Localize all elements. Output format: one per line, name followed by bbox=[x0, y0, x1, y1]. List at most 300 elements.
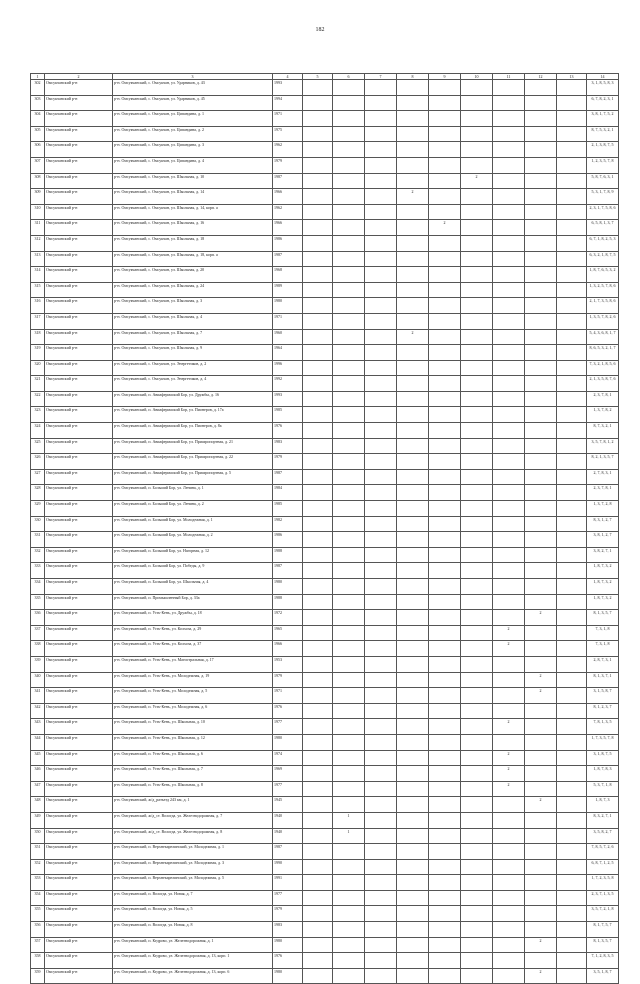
col9-cell bbox=[429, 142, 461, 158]
col6-cell bbox=[333, 313, 365, 329]
col12-cell bbox=[525, 142, 557, 158]
table-row bbox=[31, 220, 619, 236]
col7-cell bbox=[365, 937, 397, 953]
col12-cell bbox=[525, 953, 557, 969]
col10-cell bbox=[461, 781, 493, 797]
col10-cell bbox=[461, 641, 493, 657]
col12-cell bbox=[525, 703, 557, 719]
col10-cell bbox=[461, 251, 493, 267]
col8-cell bbox=[397, 625, 429, 641]
table-row bbox=[31, 345, 619, 361]
col5-cell bbox=[303, 189, 333, 205]
col6-cell bbox=[333, 579, 365, 595]
code-cell: 1, 7, 3, 5, 7, 8 bbox=[587, 734, 619, 750]
col12-cell bbox=[525, 126, 557, 142]
col10-cell bbox=[461, 360, 493, 376]
code-cell: 1, 8, 7, 3, 2 bbox=[587, 563, 619, 579]
district-cell: Омсукчанский р-н bbox=[45, 672, 113, 688]
col13-cell bbox=[557, 376, 587, 392]
code-cell: 3, 1, 8, 7, 5 bbox=[587, 750, 619, 766]
col7-cell bbox=[365, 485, 397, 501]
col13-cell bbox=[557, 204, 587, 220]
table-row bbox=[31, 579, 619, 595]
col12-cell bbox=[525, 267, 557, 283]
year-cell: 1976 bbox=[273, 423, 303, 439]
col7-cell bbox=[365, 719, 397, 735]
year-cell: 1962 bbox=[273, 204, 303, 220]
table-row bbox=[31, 376, 619, 392]
col8-cell bbox=[397, 376, 429, 392]
col12-cell bbox=[525, 579, 557, 595]
col12-cell: 2 bbox=[525, 968, 557, 984]
column-header: 9 bbox=[429, 74, 461, 80]
column-header: 8 bbox=[397, 74, 429, 80]
row-number: 328 bbox=[31, 485, 45, 501]
col5-cell bbox=[303, 469, 333, 485]
col8-cell bbox=[397, 95, 429, 111]
col6-cell bbox=[333, 766, 365, 782]
col7-cell bbox=[365, 953, 397, 969]
col7-cell bbox=[365, 251, 397, 267]
code-cell: 2, 3, 7, 1, 3, 5 bbox=[587, 890, 619, 906]
col8-cell bbox=[397, 890, 429, 906]
address-cell: р-н. Омсукчанский, п. Усть-Кень, ул. Школьная, д. 12 bbox=[113, 734, 273, 750]
row-number: 314 bbox=[31, 267, 45, 283]
col11-cell bbox=[493, 563, 525, 579]
table-row bbox=[31, 781, 619, 797]
col12-cell bbox=[525, 391, 557, 407]
col5-cell bbox=[303, 376, 333, 392]
col7-cell bbox=[365, 875, 397, 891]
col9-cell bbox=[429, 157, 461, 173]
col8-cell bbox=[397, 469, 429, 485]
year-cell: 1986 bbox=[273, 532, 303, 548]
col11-cell bbox=[493, 501, 525, 517]
address-cell: р-н. Омсукчанский, п. Больший Бор, ул. Молодежная, д. 1 bbox=[113, 516, 273, 532]
col7-cell bbox=[365, 173, 397, 189]
col8-cell bbox=[397, 828, 429, 844]
col6-cell: 1 bbox=[333, 812, 365, 828]
col12-cell bbox=[525, 438, 557, 454]
col7-cell bbox=[365, 781, 397, 797]
row-number: 302 bbox=[31, 80, 45, 96]
year-cell: 1980 bbox=[273, 937, 303, 953]
col9-cell bbox=[429, 282, 461, 298]
col5-cell bbox=[303, 126, 333, 142]
col11-cell bbox=[493, 189, 525, 205]
col13-cell bbox=[557, 844, 587, 860]
row-number: 321 bbox=[31, 376, 45, 392]
col11-cell bbox=[493, 875, 525, 891]
col6-cell bbox=[333, 937, 365, 953]
table-row bbox=[31, 111, 619, 127]
col9-cell bbox=[429, 329, 461, 345]
col10-cell bbox=[461, 547, 493, 563]
col6-cell bbox=[333, 875, 365, 891]
col7-cell bbox=[365, 968, 397, 984]
year-cell: 1977 bbox=[273, 719, 303, 735]
district-cell: Омсукчанский р-н bbox=[45, 142, 113, 158]
col6-cell bbox=[333, 173, 365, 189]
address-cell: р-н. Омсукчанский, п. Кедрово, ул. Железнодорожная, д. 13, корп. 6 bbox=[113, 968, 273, 984]
col5-cell bbox=[303, 360, 333, 376]
year-cell: 1996 bbox=[273, 360, 303, 376]
code-cell: 1, 3, 7, 2, 8 bbox=[587, 501, 619, 517]
col10-cell bbox=[461, 968, 493, 984]
col9-cell bbox=[429, 298, 461, 314]
col10-cell bbox=[461, 454, 493, 470]
col13-cell bbox=[557, 672, 587, 688]
col5-cell bbox=[303, 579, 333, 595]
col5-cell bbox=[303, 797, 333, 813]
table-row bbox=[31, 610, 619, 626]
col10-cell bbox=[461, 875, 493, 891]
col6-cell bbox=[333, 890, 365, 906]
address-cell: р-н. Омсукчанский, п. Усть-Кень, ул. Магистральная, д. 17 bbox=[113, 656, 273, 672]
col6-cell bbox=[333, 111, 365, 127]
table-row bbox=[31, 547, 619, 563]
col6-cell bbox=[333, 423, 365, 439]
col6-cell bbox=[333, 391, 365, 407]
row-number: 311 bbox=[31, 220, 45, 236]
col7-cell bbox=[365, 157, 397, 173]
col8-cell bbox=[397, 454, 429, 470]
col6-cell bbox=[333, 267, 365, 283]
col11-cell bbox=[493, 890, 525, 906]
col12-cell: 2 bbox=[525, 610, 557, 626]
col10-cell bbox=[461, 282, 493, 298]
year-cell: 1940 bbox=[273, 828, 303, 844]
col8-cell bbox=[397, 80, 429, 96]
row-number: 310 bbox=[31, 204, 45, 220]
code-cell: 2, 1, 7, 3, 5, 8, 6 bbox=[587, 298, 619, 314]
code-cell: 6, 3, 2, 1, 8, 7, 5 bbox=[587, 251, 619, 267]
col8-cell bbox=[397, 501, 429, 517]
col10-cell bbox=[461, 688, 493, 704]
col7-cell bbox=[365, 672, 397, 688]
col10-cell bbox=[461, 407, 493, 423]
col9-cell: 2 bbox=[429, 220, 461, 236]
col11-cell bbox=[493, 594, 525, 610]
col10-cell bbox=[461, 267, 493, 283]
col13-cell bbox=[557, 922, 587, 938]
address-cell: р-н. Омсукчанский, с. Омсукчан, ул. Школьная, д. 14 bbox=[113, 189, 273, 205]
col9-cell bbox=[429, 844, 461, 860]
table-row bbox=[31, 875, 619, 891]
col7-cell bbox=[365, 610, 397, 626]
col6-cell bbox=[333, 547, 365, 563]
address-cell: р-н. Омсукчанский, п. Больший Бор, ул. Ленина, д. 1 bbox=[113, 485, 273, 501]
col9-cell bbox=[429, 734, 461, 750]
col5-cell bbox=[303, 890, 333, 906]
col10-cell bbox=[461, 438, 493, 454]
col10-cell bbox=[461, 734, 493, 750]
address-cell: р-н. Омсукчанский, п. Усть-Кень, ул. Колхоза, д. 37 bbox=[113, 641, 273, 657]
address-cell: р-н. Омсукчанский, с. Омсукчан, ул. Ударников, д. 43 bbox=[113, 80, 273, 96]
col13-cell bbox=[557, 267, 587, 283]
row-number: 346 bbox=[31, 766, 45, 782]
district-cell: Омсукчанский р-н bbox=[45, 922, 113, 938]
col13-cell bbox=[557, 937, 587, 953]
col8-cell bbox=[397, 594, 429, 610]
district-cell: Омсукчанский р-н bbox=[45, 906, 113, 922]
col8-cell bbox=[397, 516, 429, 532]
col8-cell bbox=[397, 282, 429, 298]
code-cell: 8, 1, 3, 5, 7 bbox=[587, 937, 619, 953]
table-row bbox=[31, 703, 619, 719]
district-cell: Омсукчанский р-н bbox=[45, 282, 113, 298]
col8-cell bbox=[397, 157, 429, 173]
district-cell: Омсукчанский р-н bbox=[45, 501, 113, 517]
col11-cell: 2 bbox=[493, 625, 525, 641]
code-cell: 1, 8, 7, 3, 2 bbox=[587, 594, 619, 610]
col10-cell bbox=[461, 80, 493, 96]
year-cell: 1980 bbox=[273, 734, 303, 750]
col7-cell bbox=[365, 189, 397, 205]
address-cell: р-н. Омсукчанский, п. Усть-Кень, ул. Дружбы, д. 18 bbox=[113, 610, 273, 626]
code-cell: 3, 1, 8, 5, 8, 3 bbox=[587, 80, 619, 96]
address-cell: р-н. Омсукчанский, с. Омсукчан, ул. Ципандина, д. 1 bbox=[113, 111, 273, 127]
col9-cell bbox=[429, 267, 461, 283]
row-number: 319 bbox=[31, 345, 45, 361]
col5-cell bbox=[303, 235, 333, 251]
col13-cell bbox=[557, 890, 587, 906]
col11-cell bbox=[493, 360, 525, 376]
col6-cell bbox=[333, 485, 365, 501]
col10-cell bbox=[461, 157, 493, 173]
column-header: 12 bbox=[525, 74, 557, 80]
table-row bbox=[31, 532, 619, 548]
table-row bbox=[31, 251, 619, 267]
col7-cell bbox=[365, 563, 397, 579]
col11-cell bbox=[493, 80, 525, 96]
row-number: 338 bbox=[31, 641, 45, 657]
col12-cell bbox=[525, 922, 557, 938]
code-cell: 8, 3, 1, 2, 7 bbox=[587, 516, 619, 532]
col13-cell bbox=[557, 594, 587, 610]
col7-cell bbox=[365, 656, 397, 672]
district-cell: Омсукчанский р-н bbox=[45, 875, 113, 891]
col13-cell bbox=[557, 360, 587, 376]
district-cell: Омсукчанский р-н bbox=[45, 173, 113, 189]
column-header: 4 bbox=[273, 74, 303, 80]
row-number: 358 bbox=[31, 953, 45, 969]
district-cell: Омсукчанский р-н bbox=[45, 469, 113, 485]
address-cell: р-н. Омсукчанский, п. Вологда, ул. Новая, д. 8 bbox=[113, 922, 273, 938]
col10-cell bbox=[461, 656, 493, 672]
col6-cell bbox=[333, 220, 365, 236]
col6-cell bbox=[333, 532, 365, 548]
col10-cell bbox=[461, 329, 493, 345]
col10-cell bbox=[461, 766, 493, 782]
code-cell: 3, 1, 5, 8, 7 bbox=[587, 688, 619, 704]
col8-cell bbox=[397, 953, 429, 969]
year-cell: 1982 bbox=[273, 516, 303, 532]
col7-cell bbox=[365, 547, 397, 563]
table-row bbox=[31, 797, 619, 813]
address-cell: р-н. Омсукчанский, п. Промышленный Бор, д. 33а bbox=[113, 594, 273, 610]
col6-cell bbox=[333, 672, 365, 688]
col8-cell bbox=[397, 641, 429, 657]
col8-cell bbox=[397, 407, 429, 423]
column-header: 11 bbox=[493, 74, 525, 80]
col11-cell bbox=[493, 469, 525, 485]
code-cell: 3, 5, 7, 2, 1, 8 bbox=[587, 906, 619, 922]
col5-cell bbox=[303, 407, 333, 423]
col12-cell bbox=[525, 329, 557, 345]
col12-cell bbox=[525, 407, 557, 423]
col12-cell bbox=[525, 189, 557, 205]
col11-cell: 2 bbox=[493, 781, 525, 797]
address-cell: р-н. Омсукчанский, п. Верхнекарелинский, ул. Молодежная, д. 5 bbox=[113, 875, 273, 891]
col6-cell bbox=[333, 750, 365, 766]
col12-cell bbox=[525, 828, 557, 844]
table-row bbox=[31, 516, 619, 532]
col8-cell bbox=[397, 968, 429, 984]
row-number: 320 bbox=[31, 360, 45, 376]
table-body bbox=[31, 80, 619, 984]
col13-cell bbox=[557, 345, 587, 361]
col12-cell bbox=[525, 345, 557, 361]
district-cell: Омсукчанский р-н bbox=[45, 953, 113, 969]
district-cell: Омсукчанский р-н bbox=[45, 407, 113, 423]
district-cell: Омсукчанский р-н bbox=[45, 298, 113, 314]
year-cell: 1979 bbox=[273, 157, 303, 173]
col12-cell bbox=[525, 750, 557, 766]
col11-cell bbox=[493, 251, 525, 267]
table-row bbox=[31, 391, 619, 407]
col6-cell bbox=[333, 501, 365, 517]
col7-cell bbox=[365, 111, 397, 127]
col6-cell bbox=[333, 407, 365, 423]
code-cell: 8, 1, 3, 5, 7 bbox=[587, 610, 619, 626]
col7-cell bbox=[365, 579, 397, 595]
col11-cell bbox=[493, 968, 525, 984]
col11-cell bbox=[493, 329, 525, 345]
col5-cell bbox=[303, 501, 333, 517]
col6-cell bbox=[333, 719, 365, 735]
col10-cell bbox=[461, 610, 493, 626]
table-row bbox=[31, 625, 619, 641]
col11-cell bbox=[493, 345, 525, 361]
col5-cell bbox=[303, 844, 333, 860]
table-row bbox=[31, 641, 619, 657]
column-header: 3 bbox=[113, 74, 273, 80]
row-number: 353 bbox=[31, 875, 45, 891]
col13-cell bbox=[557, 625, 587, 641]
col5-cell bbox=[303, 220, 333, 236]
col12-cell bbox=[525, 875, 557, 891]
year-cell: 1988 bbox=[273, 547, 303, 563]
code-cell: 7, 3, 1, 8 bbox=[587, 641, 619, 657]
col12-cell bbox=[525, 235, 557, 251]
col10-cell bbox=[461, 298, 493, 314]
col11-cell bbox=[493, 376, 525, 392]
district-cell: Омсукчанский р-н bbox=[45, 625, 113, 641]
row-number: 347 bbox=[31, 781, 45, 797]
year-cell: 1992 bbox=[273, 376, 303, 392]
address-cell: р-н. Омсукчанский, с. Омсукчан, ул. Школьная, д. 18, корп. а bbox=[113, 251, 273, 267]
col10-cell bbox=[461, 220, 493, 236]
district-cell: Омсукчанский р-н bbox=[45, 656, 113, 672]
col11-cell bbox=[493, 937, 525, 953]
table-row bbox=[31, 501, 619, 517]
col10-cell bbox=[461, 391, 493, 407]
year-cell: 1980 bbox=[273, 298, 303, 314]
col9-cell bbox=[429, 703, 461, 719]
col12-cell bbox=[525, 719, 557, 735]
address-cell: р-н. Омсукчанский, п. Усть-Кень, ул. Молодежная, д. 6 bbox=[113, 703, 273, 719]
table-row bbox=[31, 656, 619, 672]
table-row bbox=[31, 485, 619, 501]
col11-cell bbox=[493, 532, 525, 548]
col7-cell bbox=[365, 766, 397, 782]
col10-cell bbox=[461, 812, 493, 828]
address-cell: р-н. Омсукчанский, с. Омсукчан, ул. Школьная, д. 4 bbox=[113, 313, 273, 329]
code-cell: 8, 2, 1, 3, 5, 7 bbox=[587, 454, 619, 470]
col6-cell bbox=[333, 688, 365, 704]
column-header: 6 bbox=[333, 74, 365, 80]
code-cell: 2, 3, 7, 8, 1 bbox=[587, 391, 619, 407]
col7-cell bbox=[365, 80, 397, 96]
table-row bbox=[31, 906, 619, 922]
col5-cell bbox=[303, 750, 333, 766]
col12-cell bbox=[525, 376, 557, 392]
district-cell: Омсукчанский р-н bbox=[45, 157, 113, 173]
address-cell: р-н. Омсукчанский, п. Авиафермаский Бор, ул. Приаэропортная, д. 5 bbox=[113, 469, 273, 485]
col5-cell bbox=[303, 812, 333, 828]
col9-cell bbox=[429, 485, 461, 501]
col8-cell bbox=[397, 485, 429, 501]
row-number: 315 bbox=[31, 282, 45, 298]
col8-cell bbox=[397, 251, 429, 267]
col9-cell bbox=[429, 391, 461, 407]
col13-cell bbox=[557, 298, 587, 314]
col13-cell bbox=[557, 703, 587, 719]
col11-cell bbox=[493, 610, 525, 626]
col11-cell bbox=[493, 516, 525, 532]
row-number: 309 bbox=[31, 189, 45, 205]
table-row bbox=[31, 360, 619, 376]
code-cell: 1, 8, 7, 3 bbox=[587, 797, 619, 813]
district-cell: Омсукчанский р-н bbox=[45, 438, 113, 454]
col12-cell bbox=[525, 766, 557, 782]
address-cell: р-н. Омсукчанский, с. Омсукчан, ул. Школьная, д. 16 bbox=[113, 220, 273, 236]
year-cell: 1990 bbox=[273, 859, 303, 875]
table-row bbox=[31, 953, 619, 969]
district-cell: Омсукчанский р-н bbox=[45, 313, 113, 329]
col12-cell bbox=[525, 625, 557, 641]
code-cell: 5, 8, 7, 6, 3, 1 bbox=[587, 173, 619, 189]
col11-cell bbox=[493, 454, 525, 470]
row-number: 359 bbox=[31, 968, 45, 984]
col10-cell bbox=[461, 579, 493, 595]
district-cell: Омсукчанский р-н bbox=[45, 781, 113, 797]
row-number: 323 bbox=[31, 407, 45, 423]
col9-cell bbox=[429, 532, 461, 548]
col11-cell: 2 bbox=[493, 750, 525, 766]
col6-cell bbox=[333, 781, 365, 797]
code-cell: 7, 3, 2, 1, 8, 5, 6 bbox=[587, 360, 619, 376]
col5-cell bbox=[303, 641, 333, 657]
col10-cell bbox=[461, 235, 493, 251]
row-number: 350 bbox=[31, 828, 45, 844]
col6-cell bbox=[333, 641, 365, 657]
col13-cell bbox=[557, 875, 587, 891]
column-header: 13 bbox=[557, 74, 587, 80]
col13-cell bbox=[557, 859, 587, 875]
col11-cell: 2 bbox=[493, 766, 525, 782]
